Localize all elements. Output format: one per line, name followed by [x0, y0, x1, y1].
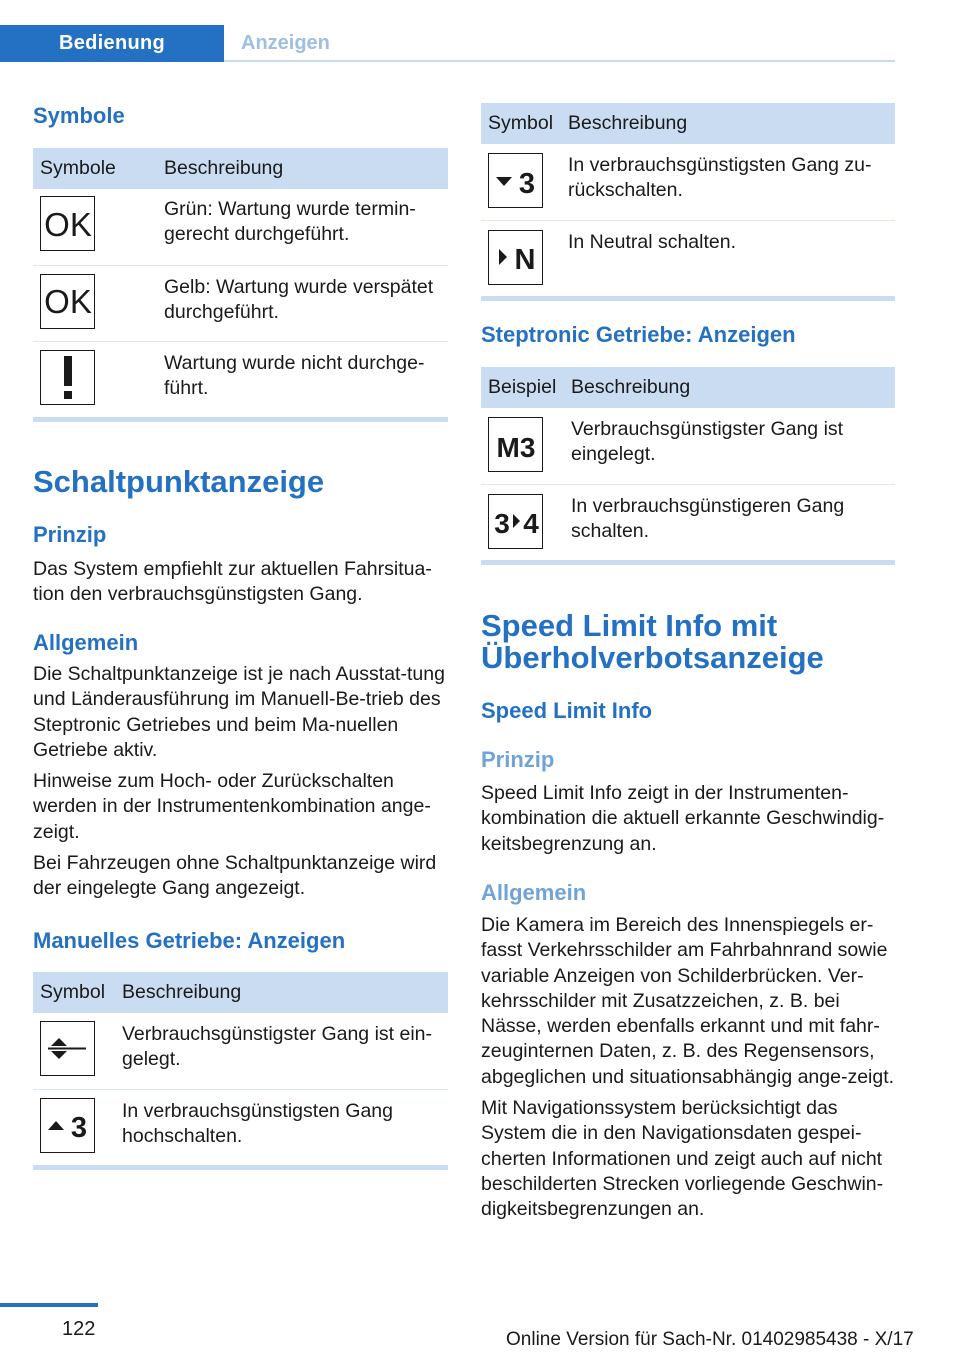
top-table — [481, 103, 895, 296]
manuell-heading: Manuelles Getriebe: Anzeigen — [33, 928, 346, 953]
table-row — [33, 1013, 448, 1089]
table-end-bar — [481, 296, 895, 301]
allgemein-body — [481, 913, 895, 1229]
row-description: Wartung wurde nicht durchge‐führt. — [164, 351, 425, 399]
allgemein-paragraph: Bei Fahrzeugen ohne Schaltpunktanzeige wird der eingelegte Gang angezeigt. — [33, 852, 437, 900]
tab-anzeigen[interactable]: Anzeigen — [241, 32, 330, 54]
header-tabbar — [0, 25, 895, 62]
symbole-table-wrap — [33, 148, 448, 422]
allgemein-heading: Allgemein — [33, 630, 139, 655]
svg-text:OK: OK — [43, 208, 92, 239]
table-header-symbol: Symbol — [33, 972, 115, 1013]
steptronic-heading: Steptronic Getriebe: Anzeigen — [481, 322, 796, 347]
table-header-beschreibung: Beschreibung — [115, 972, 448, 1013]
row-description: Verbrauchsgünstigster Gang ist ein‐gelegt. — [115, 1013, 448, 1089]
symbole-heading: Symbole — [33, 103, 125, 128]
table-row — [481, 144, 895, 220]
row-description: In verbrauchsgünstigsten Gang hochschalten. — [122, 1099, 394, 1147]
downshift-3-icon — [488, 153, 543, 208]
ok-yellow-icon — [40, 274, 95, 329]
table-header-symbol: Symbol — [481, 103, 561, 144]
top-table-wrap — [481, 103, 895, 301]
m3-icon — [488, 417, 543, 472]
section-title-line: Speed Limit Info mit — [481, 608, 778, 643]
table-row — [481, 220, 895, 296]
allgemein-heading: Allgemein — [481, 880, 587, 905]
ok-green-icon — [40, 196, 95, 251]
allgemein-paragraph: Mit Navigationssystem berücksichtigt das System die in den Navigationsdaten gespei‐cherten Informationen und zeigt auch auf nicht beschilderten Strecken vorliegende Geschwin‐digkeitsbegrenzungen an. — [481, 1097, 884, 1221]
upshift-3-icon — [40, 1098, 95, 1153]
steptronic-table-wrap — [481, 367, 895, 565]
svg-text:OK: OK — [43, 286, 92, 316]
row-description: Gelb: Wartung wurde verspätet durchgeführt. — [157, 265, 448, 341]
svg-text:3: 3 — [493, 508, 510, 536]
table-row — [33, 189, 448, 265]
sli-heading: Speed Limit Info — [481, 698, 653, 723]
svg-text:3: 3 — [518, 167, 535, 196]
table-row — [33, 265, 448, 341]
tab-bedienung[interactable]: Bedienung — [0, 25, 224, 62]
3-to-4-icon — [488, 494, 543, 549]
table-row — [481, 484, 895, 560]
table-end-bar — [33, 417, 448, 422]
prinzip-heading: Prinzip — [33, 522, 107, 547]
row-description: Grün: Wartung wurde termin‐gerecht durchgeführt. — [157, 189, 448, 265]
table-end-bar — [481, 560, 895, 565]
svg-text:4: 4 — [522, 508, 539, 536]
allgemein-paragraph: Die Schaltpunktanzeige ist je nach Ausstat‐tung und Länderausführung im Manuell-Be‐trieb des Steptronic Getriebes und beim Ma‐nuellen Getriebe aktiv. — [33, 663, 445, 761]
allgemein-paragraph: Die Kamera im Bereich des Innenspiegels er‐fasst Verkehrsschilder am Fahrbahnrand sowie variable Anzeigen von Schilderbrücken. Ver‐kehrsschilder mit Zusatzzeichen, z. B. bei Nässe, werden ebenfalls erkannt und mit fahr‐zeuginternen Daten, z. B. des Regensensors, abgeglichen und situationsabhängig ange‐zeigt. — [481, 914, 895, 1088]
online-version-footer: Online Version für Sach-Nr. 01402985438 - X/17 — [506, 1329, 914, 1350]
table-header-beschreibung: Beschreibung — [564, 367, 895, 408]
symbole-table — [33, 148, 448, 417]
section-title-schaltpunktanzeige: Schaltpunktanzeige — [33, 464, 325, 499]
row-description: In verbrauchsgünstigsten Gang zu‐rückschalten. — [561, 144, 895, 220]
svg-text:M3: M3 — [496, 431, 535, 460]
table-end-bar — [33, 1165, 448, 1170]
allgemein-paragraph: Hinweise zum Hoch- oder Zurückschalten werden in der Instrumentenkombination ange‐zeigt. — [33, 770, 431, 843]
table-header-symbole: Symbole — [33, 148, 157, 189]
allgemein-body — [33, 662, 448, 908]
section-title-speed-limit — [481, 610, 824, 674]
section-title-line: Überholverbotsanzeige — [481, 640, 824, 675]
prinzip-heading: Prinzip — [481, 747, 555, 772]
svg-text:N: N — [514, 244, 535, 272]
steptronic-table — [481, 367, 895, 560]
table-row — [481, 408, 895, 484]
row-description: In Neutral schalten. — [568, 230, 737, 253]
exclamation-icon — [40, 350, 95, 405]
table-header-beispiel: Beispiel — [481, 367, 564, 408]
table-row — [33, 1089, 448, 1165]
prinzip-text: Das System empfiehlt zur aktuellen Fahrsitua‐tion den verbrauchsgünstigsten Gang. — [33, 558, 432, 606]
row-description: In verbrauchsgünstigeren Gang schalten. — [571, 494, 845, 542]
page-number: 122 — [62, 1318, 96, 1340]
table-row — [33, 341, 448, 417]
manuell-table — [33, 972, 448, 1165]
table-header-beschreibung: Beschreibung — [561, 103, 895, 144]
page-number-bar — [0, 1303, 98, 1307]
neutral-n-icon — [488, 230, 543, 285]
prinzip-text: Speed Limit Info zeigt in der Instrumenten‐kombination die aktuell erkannte Geschwindig‐keitsbegrenzung an. — [481, 782, 885, 855]
svg-text:3: 3 — [70, 1112, 87, 1140]
manuell-table-wrap — [33, 972, 448, 1170]
table-header-beschreibung: Beschreibung — [157, 148, 448, 189]
optimal-gear-icon — [40, 1021, 95, 1076]
row-description: Verbrauchsgünstigster Gang ist eingelegt. — [564, 408, 895, 484]
